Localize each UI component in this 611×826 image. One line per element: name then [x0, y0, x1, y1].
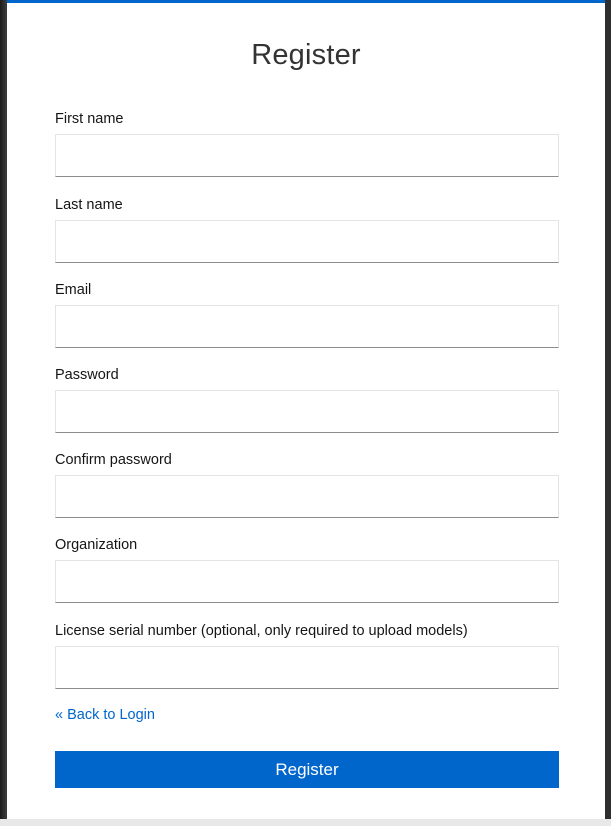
- first-name-input[interactable]: [55, 134, 559, 177]
- register-button[interactable]: Register: [55, 751, 559, 788]
- last-name-input[interactable]: [55, 220, 559, 263]
- last-name-label: Last name: [55, 197, 123, 213]
- back-to-login-link[interactable]: « Back to Login: [55, 707, 155, 723]
- confirm-password-input[interactable]: [55, 475, 559, 518]
- email-input[interactable]: [55, 305, 559, 348]
- confirm-password-field-group: [55, 450, 559, 518]
- organization-label: Organization: [55, 537, 138, 553]
- organization-input[interactable]: [55, 560, 559, 603]
- first-name-label: First name: [55, 111, 124, 127]
- page-title: Register: [251, 39, 361, 71]
- license-serial-label: License serial number (optional, only required to upload models): [55, 623, 468, 639]
- bottom-strip: [0, 819, 611, 826]
- register-card: [7, 0, 605, 819]
- password-input[interactable]: [55, 390, 559, 433]
- email-field-group: [55, 280, 559, 348]
- license-serial-field-group: [55, 621, 559, 689]
- last-name-field-group: [55, 195, 559, 263]
- password-label: Password: [55, 367, 119, 383]
- confirm-password-label: Confirm password: [55, 452, 172, 468]
- first-name-field-group: [55, 109, 559, 177]
- password-field-group: [55, 365, 559, 433]
- email-label: Email: [55, 282, 92, 298]
- license-serial-input[interactable]: [55, 646, 559, 689]
- organization-field-group: [55, 535, 559, 603]
